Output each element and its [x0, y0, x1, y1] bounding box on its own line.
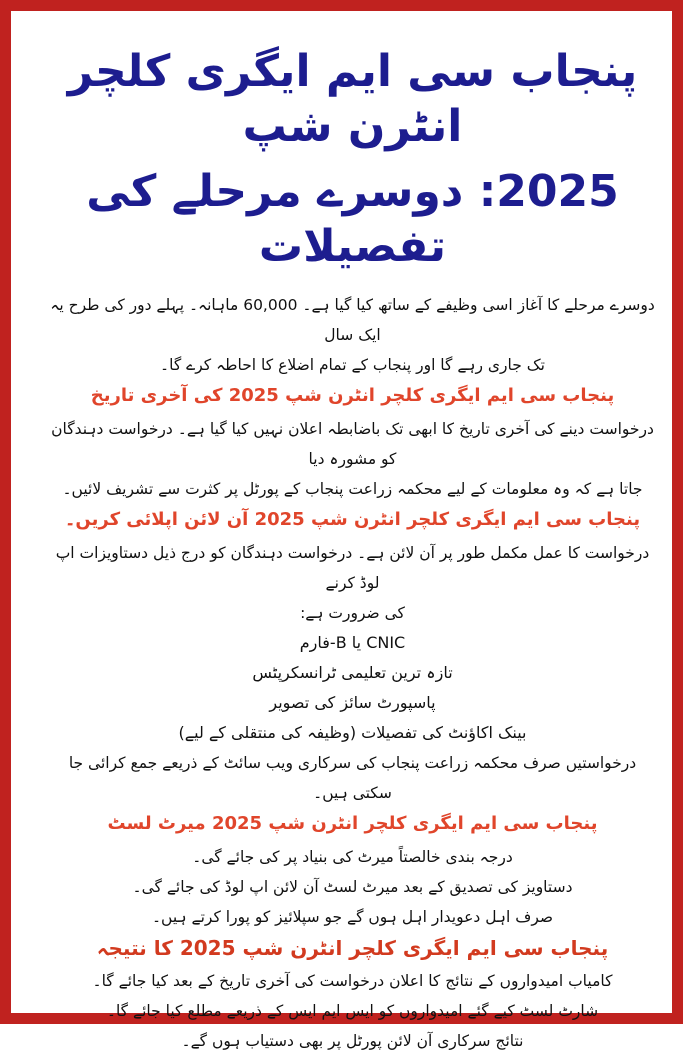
result-heading: پنجاب سی ایم ایگری کلچر انٹرن شپ 2025 کا نتیجہ: [96, 936, 609, 960]
merit-line: صرف اہل دعویدار اہل ہوں گے جو سپلائیز کو پورا کرتے ہیں۔: [151, 908, 554, 926]
last-date-section: [22, 382, 683, 504]
document-item: پاسپورٹ سائز کی تصویر: [269, 693, 436, 712]
apply-note: درخواستیں صرف محکمہ زراعت پنجاب کی سرکاری ویب سائٹ کے ذریعے جمع کرائی جا سکتی ہیں۔: [68, 754, 637, 802]
result-line: نتائج سرکاری آن لائن پورٹل پر بھی دستیاب ہوں گے۔: [181, 1032, 524, 1050]
intro-line: تک جاری رہے گا اور پنجاب کے تمام اضلاع کا احاطہ کرے گا۔: [160, 356, 545, 374]
merit-section: [22, 810, 683, 932]
intro-line: دوسرے مرحلے کا آغاز اسی وظیفے کے ساتھ کیا گیا ہے۔ 60,000 ماہانہ۔ پہلے دور کی طرح یہ ایک سال: [50, 296, 655, 344]
page-title-line2: 2025: دوسرے مرحلے کی تفصیلات: [86, 166, 619, 272]
merit-heading: پنجاب سی ایم ایگری کلچر انٹرن شپ 2025 میرٹ لسٹ: [107, 813, 598, 834]
result-line: کامیاب امیدواروں کے نتائج کا اعلان درخواست کی آخری تاریخ کے بعد کیا جائے گا۔: [92, 972, 613, 990]
last-date-line: جاتا ہے کہ وہ معلومات کے لیے محکمہ زراعت پنجاب کے پورٹل پر کثرت سے تشریف لائیں۔: [62, 480, 643, 498]
apply-section: [22, 506, 683, 808]
document-item: CNIC یا B-فارم: [299, 633, 406, 652]
intro-section: [22, 290, 683, 380]
result-section: [22, 934, 683, 1056]
apply-line: کی ضرورت ہے:: [300, 604, 405, 622]
apply-heading: پنجاب سی ایم ایگری کلچر انٹرن شپ 2025 آن لائن اپلائی کریں۔: [64, 509, 641, 530]
document-item: تازہ ترین تعلیمی ٹرانسکرپٹس: [252, 663, 453, 682]
last-date-heading: پنجاب سی ایم ایگری کلچر انٹرن شپ 2025 کی آخری تاریخ: [90, 385, 615, 406]
last-date-line: درخواست دینے کی آخری تاریخ کا ابھی تک باضابطہ اعلان نہیں کیا گیا ہے۔ درخواست دہندگان کو مشورہ دیا: [51, 420, 654, 468]
result-line: شارٹ لسٹ کیے گئے امیدواروں کو ایس ایم ایس کے ذریعے مطلع کیا جائے گا۔: [106, 1002, 599, 1020]
merit-line: دستاویز کی تصدیق کے بعد میرٹ لسٹ آن لائن اپ لوڈ کی جائے گی۔: [132, 878, 573, 896]
document-body: [22, 22, 683, 1050]
merit-line: درجہ بندی خالصتاً میرٹ کی بنیاد پر کی جائے گی۔: [192, 848, 513, 866]
apply-line: درخواست کا عمل مکمل طور پر آن لائن ہے۔ درخواست دہندگان کو درج ذیل دستاویزات اپ لوڈ کرنے: [55, 544, 650, 592]
documents-list: [22, 628, 683, 748]
document-item: بینک اکاؤنٹ کی تفصیلات (وظیفہ کی منتقلی کے لیے): [178, 723, 527, 742]
page-title-line1: پنجاب سی ایم ایگری کلچر انٹرن شپ: [67, 46, 638, 152]
